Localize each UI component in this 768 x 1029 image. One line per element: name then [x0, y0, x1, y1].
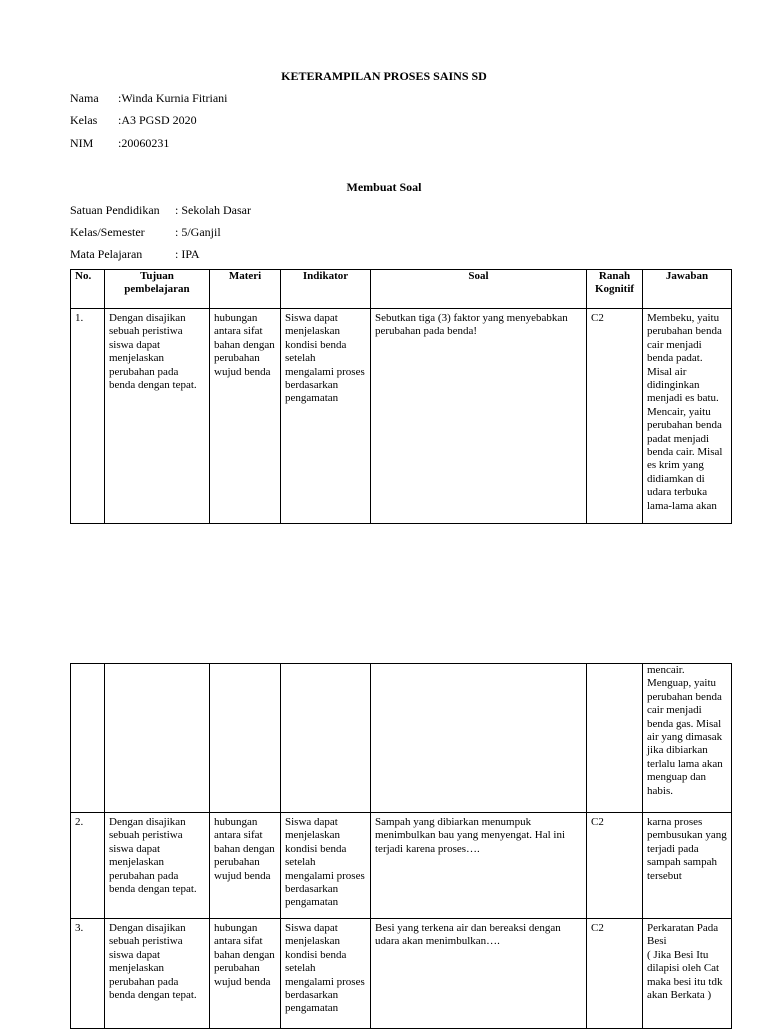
education-unit-label: Satuan Pendidikan — [70, 203, 160, 217]
class-semester-label: Kelas/Semester — [70, 225, 145, 239]
document-title: KETERAMPILAN PROSES SAINS SD — [281, 69, 487, 83]
row-2-no: 2. — [71, 813, 105, 919]
table-header-row — [71, 270, 732, 309]
row-1-tujuan: Dengan disajikan sebuah peristiwa siswa dapat menjelaskan perubahan pada benda dengan tepat. — [105, 309, 210, 524]
row-3-tujuan: Dengan disajikan sebuah peristiwa siswa dapat menjelaskan perubahan pada benda dengan tepat. — [105, 919, 210, 1029]
class-label: Kelas — [70, 113, 98, 127]
header-jawaban: Jawaban — [643, 270, 732, 309]
row-1-cont-indikator — [281, 664, 371, 813]
nim-value: :20060231 — [118, 136, 170, 150]
name-label: Nama — [70, 91, 99, 105]
row-1-soal: Sebutkan tiga (3) faktor yang menyebabkan perubahan pada benda! — [371, 309, 587, 524]
class-value: :A3 PGSD 2020 — [118, 113, 197, 127]
row-1-cont-materi — [210, 664, 281, 813]
class-semester-value: : 5/Ganjil — [175, 225, 221, 239]
row-2-soal: Sampah yang dibiarkan menumpuk menimbulkan bau yang menyengat. Hal ini terjadi karena proses…. — [371, 813, 587, 919]
row-1-ranah: C2 — [587, 309, 643, 524]
row-1-cont-tujuan — [105, 664, 210, 813]
row-1-cont-no — [71, 664, 105, 813]
row-1-cont-ranah — [587, 664, 643, 813]
subject-label: Mata Pelajaran — [70, 247, 143, 261]
row-1-jawaban: Membeku, yaitu perubahan benda cair menjadi benda padat. Misal air didinginkan menjadi es batu. Mencair, yaitu perubahan benda padat menjadi benda cair. Misal es krim yang didiamkan di udara terbuka lama-lama akan — [643, 309, 732, 524]
question-table-part-2 — [70, 663, 732, 1029]
row-3-ranah: C2 — [587, 919, 643, 1029]
header-indikator: Indikator — [281, 270, 371, 309]
row-1-indikator: Siswa dapat menjelaskan kondisi benda setelah mengalami proses berdasarkan pengamatan — [281, 309, 371, 524]
nim-label: NIM — [70, 136, 94, 150]
row-3-indikator: Siswa dapat menjelaskan kondisi benda setelah mengalami proses berdasarkan pengamatan — [281, 919, 371, 1029]
subject-value: : IPA — [175, 247, 200, 261]
row-3-no: 3. — [71, 919, 105, 1029]
row-1-cont-soal — [371, 664, 587, 813]
row-3-jawaban: Perkaratan Pada Besi ( Jika Besi Itu dilapisi oleh Cat maka besi itu tdk akan Berkata ) — [643, 919, 732, 1029]
section-subtitle: Membuat Soal — [346, 180, 422, 194]
header-materi: Materi — [210, 270, 281, 309]
name-value: :Winda Kurnia Fitriani — [118, 91, 228, 105]
header-soal: Soal — [371, 270, 587, 309]
header-ranah: Ranah Kognitif — [587, 270, 643, 309]
row-2-jawaban: karna proses pembusukan yang terjadi pada sampah sampah tersebut — [643, 813, 732, 919]
table-row — [71, 919, 732, 1029]
table-row — [71, 309, 732, 524]
row-2-materi: hubungan antara sifat bahan dengan perubahan wujud benda — [210, 813, 281, 919]
table-row — [71, 664, 732, 813]
row-2-ranah: C2 — [587, 813, 643, 919]
header-no: No. — [71, 270, 105, 309]
table-row — [71, 813, 732, 919]
row-2-tujuan: Dengan disajikan sebuah peristiwa siswa dapat menjelaskan perubahan pada benda dengan tepat. — [105, 813, 210, 919]
row-1-no: 1. — [71, 309, 105, 524]
row-3-soal: Besi yang terkena air dan bereaksi dengan udara akan menimbulkan…. — [371, 919, 587, 1029]
header-tujuan: Tujuan pembelajaran — [105, 270, 210, 309]
row-1-materi: hubungan antara sifat bahan dengan perubahan wujud benda — [210, 309, 281, 524]
row-3-materi: hubungan antara sifat bahan dengan perubahan wujud benda — [210, 919, 281, 1029]
education-unit-value: : Sekolah Dasar — [175, 203, 251, 217]
row-1-cont-jawaban: mencair. Menguap, yaitu perubahan benda cair menjadi benda gas. Misal air yang dimasak jika dibiarkan terlalu lama akan menguap dan habis. — [643, 664, 732, 813]
row-2-indikator: Siswa dapat menjelaskan kondisi benda setelah mengalami proses berdasarkan pengamatan — [281, 813, 371, 919]
question-table-part-1 — [70, 269, 732, 524]
